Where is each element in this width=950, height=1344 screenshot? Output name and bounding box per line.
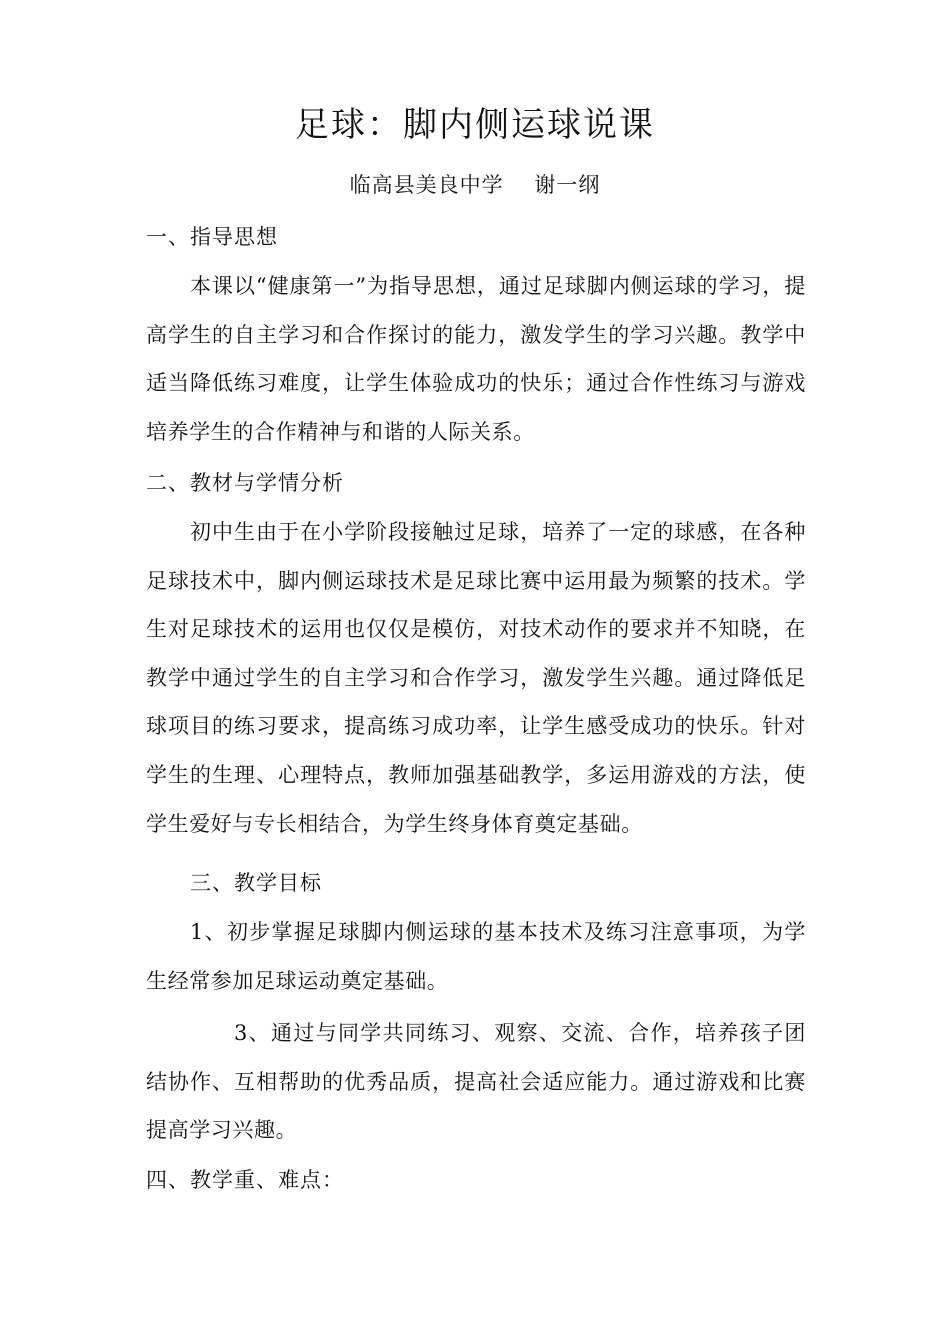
paragraph-goal-1: 1、初步掌握足球脚内侧运球的基本技术及练习注意事项，为学生经常参加足球运动奠定基础。 <box>146 920 806 993</box>
section-heading-guiding-ideology: 一、指导思想 <box>146 225 278 249</box>
paragraph-material-analysis: 初中生由于在小学阶段接触过足球，培养了一定的球感，在各种足球技术中，脚内侧运球技术是足球比赛中运用最为频繁的技术。学生对足球技术的运用也仅仅是模仿，对技术动作的要求并不知晓，在教学中通过学生的自主学习和合作学习，激发学生兴趣。通过降低足球项目的练习要求，提高练习成功率，让学生感受成功的快乐。针对学生的生理、心理特点，教师加强基础教学，多运用游戏的方法，使学生爱好与专长相结合，为学生终身体育奠定基础。 <box>146 520 806 836</box>
paragraph-guiding-ideology: 本课以“健康第一”为指导思想，通过足球脚内侧运球的学习，提高学生的自主学习和合作探讨的能力，激发学生的学习兴趣。教学中适当降低练习难度，让学生体验成功的快乐；通过合作性练习与游戏培养学生的合作精神与和谐的人际关系。 <box>146 274 806 444</box>
paragraph-goal-3: 3、通过与同学共同练习、观察、交流、合作，培养孩子团结协作、互相帮助的优秀品质，提高社会适应能力。通过游戏和比赛提高学习兴趣。 <box>146 1021 806 1143</box>
section-heading-teaching-goals: 三、教学目标 <box>190 871 322 895</box>
document-subtitle: 临高县美良中学 谢一纲 <box>349 173 601 197</box>
section-heading-key-points: 四、教学重、难点： <box>146 1168 344 1192</box>
section-heading-material-analysis: 二、教材与学情分析 <box>146 471 344 495</box>
document-title: 足球：脚内侧运球说课 <box>295 105 655 145</box>
